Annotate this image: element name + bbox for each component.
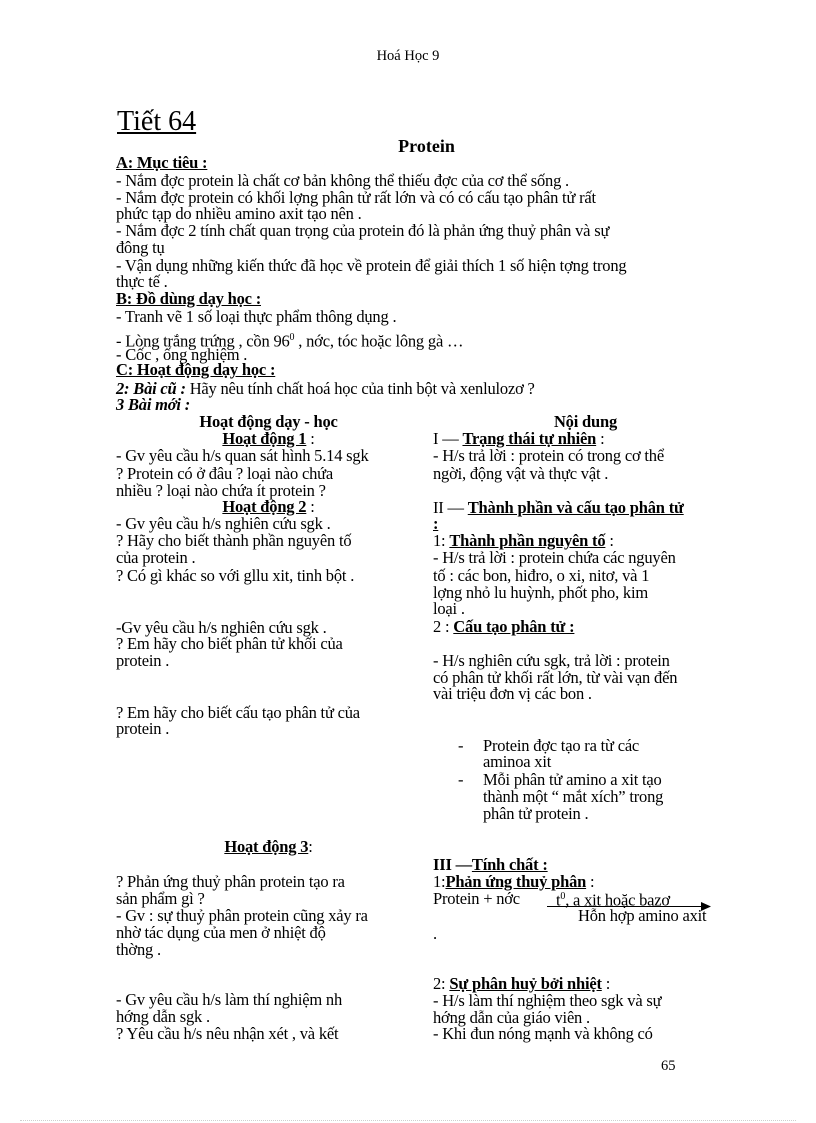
activity-3-line: - Gv yêu cầu h/s làm thí nghiệm nh (116, 990, 342, 1009)
footer-divider (20, 1120, 796, 1121)
section-b-line: - Cốc , ống nghiệm . (116, 345, 248, 364)
activity-2-line: ? Hãy cho biết thành phần nguyên tố (116, 531, 352, 550)
part-3-sub-2-line: - Khi đun nóng mạnh và không có (433, 1024, 653, 1043)
section-a-line: thực tế . (116, 272, 168, 291)
bullet-dash: - (458, 736, 464, 755)
section-a-line: - Nắm đợc protein là chất cơ bản không thể thiếu đợc của cơ thể sống . (116, 171, 569, 190)
right-column-title: Nội dung (553, 412, 618, 431)
part-1-line: - H/s trả lời : protein có trong cơ thể (433, 446, 664, 465)
part-2-sub-1-heading: 1: Thành phần nguyên tố : (433, 531, 614, 550)
activity-3-line: ? Yêu cầu h/s nêu nhận xét , và kết (116, 1024, 339, 1043)
part-2-sub-2-line: có phân tử khối rất lớn, từ vài vạn đến (433, 668, 678, 687)
activity-3-line: hớng dẫn sgk . (116, 1007, 210, 1026)
bullet-line: thành một “ mắt xích” trong (483, 787, 664, 806)
part-2-sub-2-heading: 2 : Cấu tạo phân tử : (433, 617, 575, 636)
activity-2-heading: Hoạt động 2 : (222, 497, 315, 516)
part-1-heading: I — Trạng thái tự nhiên : (433, 429, 605, 448)
activity-1-line: - Gv yêu cầu h/s quan sát hình 5.14 sgk (116, 446, 369, 465)
reaction-end: . (433, 924, 437, 943)
section-a-heading: A: Mục tiêu : (116, 153, 208, 172)
section-b-line: - Lòng trắng trứng , cồn $96^0$ , nớc, tóc hoặc lông gà … (116, 331, 464, 351)
activity-3-line: - Gv : sự thuỷ phân protein cũng xảy ra (116, 906, 368, 925)
section-b-heading: B: Đồ dùng dạy học : (116, 289, 261, 308)
activity-3-line: nhờ tác dụng của men ở nhiệt độ (116, 923, 326, 942)
activity-2-line: -Gv yêu cầu h/s nghiên cứu sgk . (116, 618, 327, 637)
part-3-sub-1-heading: 1:Phản ứng thuỷ phân : (433, 872, 595, 891)
part-3-heading: III —Tính chất : (433, 855, 548, 874)
topic-title: Protein (398, 136, 455, 156)
activity-2-line: của protein . (116, 548, 196, 567)
part-2-heading: II — Thành phần và cấu tạo phân tử (433, 498, 684, 517)
page-header: Hoá Học 9 (376, 48, 440, 64)
part-2-sub-2-line: vài triệu đơn vị các bon . (433, 684, 592, 703)
section-a-line: - Vận dụng những kiến thức đã học về protein để giải thích 1 số hiện tợng trong (116, 256, 627, 275)
reaction-product: Hỗn hợp amino axit (578, 906, 707, 925)
activity-2-line: ? Em hãy cho biết phân tử khối của (116, 634, 343, 653)
section-b-line: - Tranh vẽ 1 số loại thực phẩm thông dụng . (116, 307, 397, 326)
activity-3-line: thờng . (116, 940, 161, 959)
section-c-heading: C: Hoạt động dạy học : (116, 360, 276, 379)
activity-1-line: nhiều ? loại nào chứa ít protein ? (116, 481, 326, 500)
section-a-line: phức tạp do nhiều amino axit tạo nên . (116, 204, 362, 223)
part-3-sub-2-line: - H/s làm thí nghiệm theo sgk và sự (433, 991, 662, 1010)
activity-2-line: protein . (116, 651, 170, 670)
bullet-line: aminoa xit (483, 752, 552, 771)
section-a-line: - Nắm đợc protein có khối lợng phân tử rất lớn và có có cấu tạo phân tử rất (116, 188, 596, 207)
activity-2-line: - Gv yêu cầu h/s nghiên cứu sgk . (116, 514, 331, 533)
part-2-sub-1-line: lợng nhỏ lu huỳnh, phốt pho, kim (433, 583, 648, 602)
bullet-line: Mỗi phân tử amino a xit tạo (483, 770, 662, 789)
activity-1-line: ? Protein có ở đâu ? loại nào chứa (116, 464, 334, 483)
activity-3-line: sản phẩm gì ? (116, 889, 205, 908)
part-3-sub-2-line: hớng dẫn của giáo viên . (433, 1008, 590, 1027)
section-a-line: đông tụ (116, 238, 165, 257)
part-3-sub-2-heading: 2: Sự phân huỷ bởi nhiệt : (433, 974, 611, 993)
section-a-line: - Nắm đợc 2 tính chất quan trọng của protein đó là phản ứng thuỷ phân và sự (116, 221, 610, 240)
activity-3-line: ? Phản ứng thuỷ phân protein tạo ra (116, 872, 345, 891)
old-lesson-line: 2: Bài cũ : Hãy nêu tính chất hoá học của tinh bột và xenlulozơ ? (116, 379, 535, 398)
activity-1-heading: Hoạt động 1 : (222, 429, 315, 448)
part-2-sub-1-line: loại . (433, 599, 465, 618)
part-2-sub-1-line: - H/s trả lời : protein chứa các nguyên (433, 548, 676, 567)
activity-3-heading: Hoạt động 3: (224, 837, 313, 856)
part-2-heading-colon: : (433, 514, 439, 533)
activity-2-line: protein . (116, 719, 170, 738)
new-lesson-label: 3 Bài mới : (116, 395, 191, 414)
part-1-line: ngời, động vật và thực vật . (433, 464, 609, 483)
part-2-sub-1-line: tố : các bon, hiđro, o xi, nitơ, và 1 (433, 566, 650, 585)
bullet-line: phân tử protein . (483, 804, 589, 823)
left-column-title: Hoạt động dạy - học (199, 412, 338, 431)
page-number: 65 (661, 1058, 676, 1074)
bullet-dash: - (458, 770, 464, 789)
activity-2-line: ? Có gì khác so với gllu xit, tinh bột . (116, 566, 355, 585)
reaction-condition: $t^0$, a xit hoặc bazơ (556, 890, 670, 910)
lesson-title: Tiết 64 (117, 106, 197, 137)
activity-2-line: ? Em hãy cho biết cấu tạo phân tử của (116, 703, 360, 722)
reaction-reactants: Protein + nớc (433, 889, 520, 908)
bullet-line: Protein đợc tạo ra từ các (483, 736, 640, 755)
part-2-sub-2-line: - H/s nghiên cứu sgk, trả lời : protein (433, 651, 670, 670)
